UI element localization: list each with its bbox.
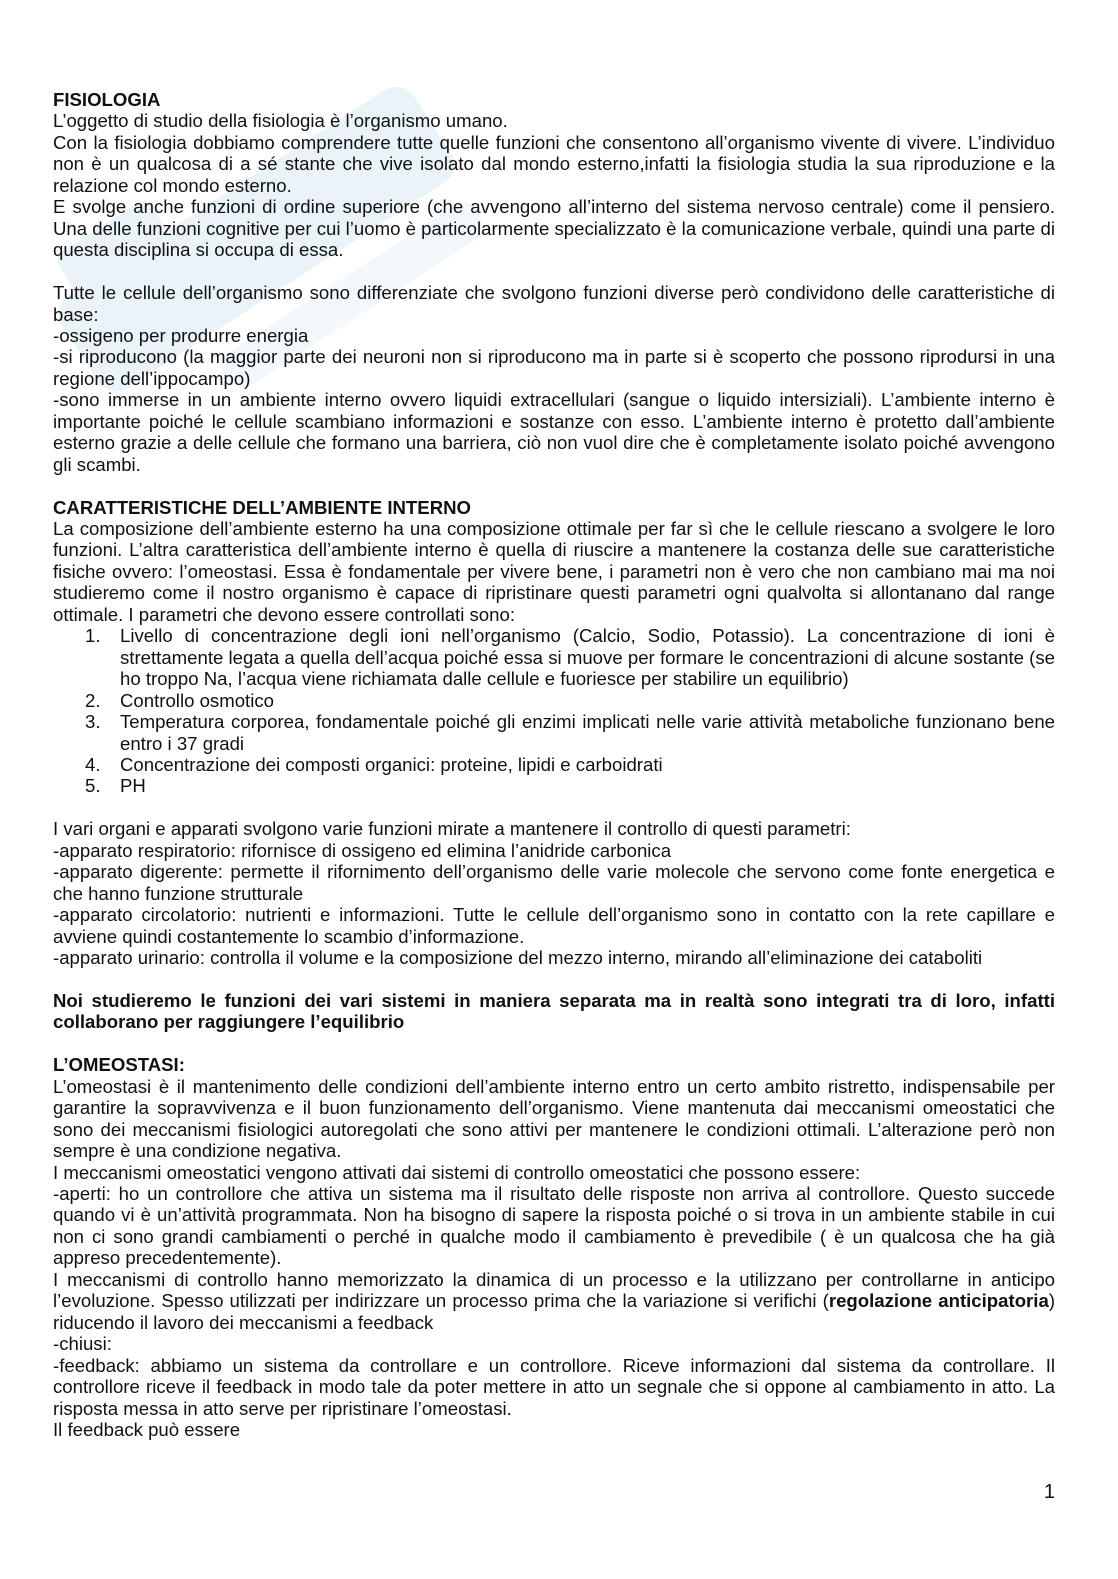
apparati-item: -apparato respiratorio: rifornisce di ossigeno ed elimina l’anidride carbonica	[53, 839, 672, 861]
document-body	[53, 89, 1055, 1440]
spacer	[53, 261, 1055, 282]
list-text: Concentrazione dei composti organici: proteine, lipidi e carboidrati	[120, 754, 663, 776]
cells-lead: Tutte le cellule dell’organismo sono differenziate che svolgono funzioni diverse però condividono delle caratteristiche di base:	[53, 282, 1055, 325]
page-number: 1	[1043, 1481, 1055, 1503]
list-number: 4.	[85, 754, 101, 776]
list-number: 1.	[85, 625, 101, 647]
anticipatory-text-end: ) riducendo il lavoro dei meccanismi a feedback	[53, 1290, 1056, 1333]
emphasis-paragraph: Noi studieremo le funzioni dei vari sistemi in maniera separata ma in realtà sono integrati tra di loro, infatti collaborano per raggiungere l’equilibrio	[53, 989, 1055, 1033]
list-text: Livello di concentrazione degli ioni nell’organismo (Calcio, Sodio, Potassio). La concentrazione di ioni è strettamente legata a quella dell’acqua poiché essa si muove per formare le concentrazioni di alcune sostante (se ho troppo Na, l’acqua viene richiamata dalle cellule e fuoriesce per stabilire un equilibrio)	[120, 625, 1055, 690]
omeostasi-feedback-types: Il feedback può essere	[53, 1419, 241, 1441]
omeostasi-feedback: -feedback: abbiamo un sistema da controllare e un controllore. Riceve informazioni dal sistema da controllare. Il controllore riceve il feedback in modo tale da poter mettere in atto un segnale che si oppone al cambiamento in atto. La risposta messa in atto serve per ripristinare l’omeostasi.	[53, 1354, 1055, 1419]
page-title: FISIOLOGIA	[53, 89, 161, 110]
intro-paragraph: Con la fisiologia dobbiamo comprendere tutte quelle funzioni che consentono all’organismo vivente di vivere. L’individuo non è un qualcosa di a sé stante che vive isolato dal mondo esterno,infatti la fisiologia studia la sua riproduzione e la relazione col mondo esterno.	[53, 131, 1055, 196]
apparati-item: -apparato digerente: permette il rifornimento dell’organismo delle varie molecole che servono come fonte energetica e che hanno funzione strutturale	[53, 861, 1055, 904]
list-text: Controllo osmotico	[120, 689, 274, 711]
omeostasi-definition: L’omeostasi è il mantenimento delle condizioni dell’ambiente interno entro un certo ambito ristretto, indispensabile per garantire la sopravvivenza e il buon funzionamento dell’organismo. Viene mantenuta dai meccanismi omeostatici che sono dei meccanismi fisiologici autoregolati che sono attivi per mantenere le condizioni ottimali. L’alterazione però non sempre è una condizione negativa.	[53, 1075, 1055, 1162]
section-heading-ambiente: CARATTERISTICHE DELL’AMBIENTE INTERNO	[53, 496, 472, 518]
spacer	[53, 1033, 1055, 1054]
omeostasi-anticipatory	[53, 1269, 1055, 1333]
spacer	[53, 475, 1055, 496]
omeostasi-systems-lead: I meccanismi omeostatici vengono attivati dai sistemi di controllo omeostatici che possono essere:	[53, 1161, 861, 1183]
list-number: 5.	[85, 775, 101, 797]
spacer	[53, 797, 1055, 818]
list-item	[53, 775, 1055, 796]
apparati-item: -apparato circolatorio: nutrienti e informazioni. Tutte le cellule dell’organismo sono in contatto con la rete capillare e avviene quindi costantemente lo scambio d’informazione.	[53, 904, 1055, 947]
cells-item: -sono immerse in un ambiente interno ovvero liquidi extracellulari (sangue o liquido intersiziali). L’ambiente interno è importante poiché le cellule scambiano informazioni e sostanze con esso. L’ambiente interno è protetto dall’ambiente esterno grazie a delle cellule che formano una barriera, ciò non vuol dire che è completamente isolato poiché avvengono gli scambi.	[53, 389, 1055, 475]
parameters-list	[53, 625, 1055, 797]
spacer	[53, 969, 1055, 990]
list-text: PH	[120, 775, 146, 797]
apparati-item: -apparato urinario: controlla il volume e la composizione del mezzo interno, mirando all’eliminazione dei cataboliti	[53, 947, 983, 969]
intro-paragraph: L’oggetto di studio della fisiologia è l’organismo umano.	[53, 110, 508, 132]
anticipatory-text: I meccanismi di controllo hanno memorizzato la dinamica di un processo e la utilizzano per controllarne in anticipo l’evoluzione. Spesso utilizzati per indirizzare un processo prima che la variazione si verifichi (	[53, 1268, 1055, 1312]
list-item	[53, 690, 1055, 711]
list-item	[53, 625, 1055, 689]
ambiente-paragraph: La composizione dell’ambiente esterno ha una composizione ottimale per far sì che le cellule riescano a svolgere le loro funzioni. L’altra caratteristica dell’ambiente interno è quella di riuscire a mantenere la costanza delle sue caratteristiche fisiche ovvero: l’omeostasi. Essa è fondamentale per vivere bene, i parametri non è vero che non cambiano mai ma noi studieremo come il nostro organismo è capace di ripristinare questi parametri ogni qualvolta si allontanano dal range ottimale. I parametri che devono essere controllati sono:	[53, 518, 1055, 625]
anticipatory-bold-term: regolazione anticipatoria	[828, 1290, 1049, 1312]
list-text: Temperatura corporea, fondamentale poiché gli enzimi implicati nelle varie attività metaboliche funzionano bene entro i 37 gradi	[120, 711, 1055, 754]
section-heading-omeostasi: L’OMEOSTASI:	[53, 1054, 185, 1076]
list-item	[53, 754, 1055, 775]
omeostasi-closed-systems: -chiusi:	[53, 1333, 112, 1355]
omeostasi-open-systems: -aperti: ho un controllore che attiva un sistema ma il risultato delle risposte non arriva al controllore. Questo succede quando vi è un’attività programmata. Non ha bisogno di sapere la risposta poiché o si trova in un ambiente stabile in cui non ci sono grandi cambiamenti o perché in qualche modo il cambiamento è prevedibile ( è un qualcosa che ha già appreso precedentemente).	[53, 1183, 1055, 1269]
apparati-lead: I vari organi e apparati svolgono varie funzioni mirate a mantenere il controllo di questi parametri:	[53, 818, 851, 840]
intro-paragraph: E svolge anche funzioni di ordine superiore (che avvengono all’interno del sistema nervoso centrale) come il pensiero. Una delle funzioni cognitive per cui l’uomo è particolarmente specializzato è la comunicazione verbale, quindi una parte di questa disciplina si occupa di essa.	[53, 196, 1055, 261]
list-number: 2.	[85, 689, 101, 711]
list-number: 3.	[85, 711, 101, 733]
list-item	[53, 711, 1055, 754]
cells-item: -si riproducono (la maggior parte dei neuroni non si riproducono ma in parte si è scoperto che possono riprodursi in una regione dell’ippocampo)	[53, 346, 1055, 389]
cells-item: -ossigeno per produrre energia	[53, 324, 309, 346]
